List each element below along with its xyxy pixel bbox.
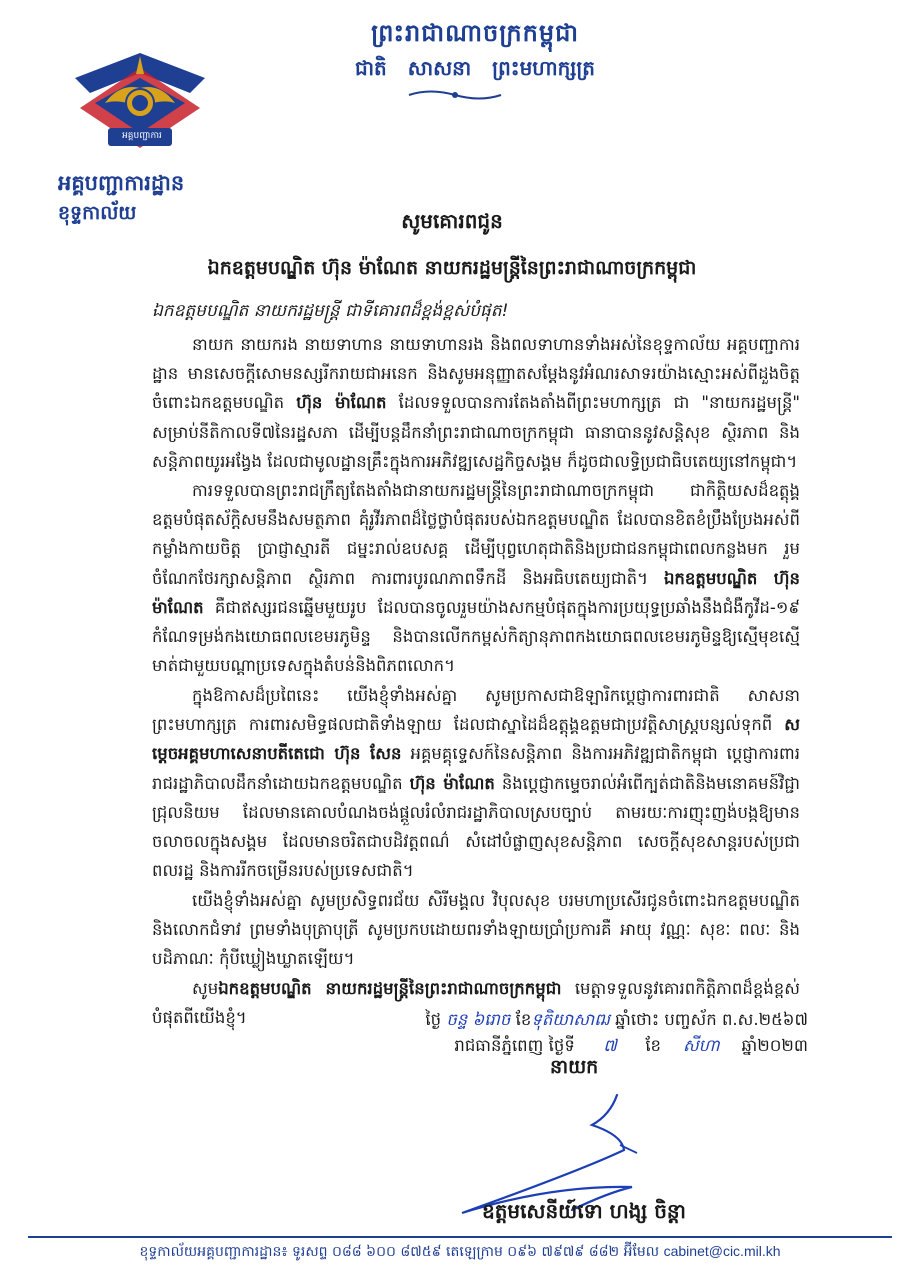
p4-text: យើងខ្ញុំទាំងអស់គ្នា សូមប្រសិទ្ធពរជ័យ សិរីមង្គល វិបុលសុខ បរមហាប្រសើរជូនចំពោះឯកឧត្តមបណ្ឌិត និងលោកជំទាវ ព្រមទាំងបុត្រាបុត្រី សូមប្រកបដោយពរទាំងឡាយប្រាំប្រការគឺ អាយុ វណ្ណៈ សុខៈ ពលៈ និងបដិភាណៈ កុំបីឃ្លៀងឃ្លាតឡើយ។ [152, 891, 800, 969]
p2-text-a: ការទទួលបានព្រះរាជក្រឹត្យតែងតាំងជានាយករដ្ឋមន្ត្រីនៃព្រះរាជាណាចក្រកម្ពុជា ជាកិត្តិយសដ៏ឧត្តុង្គឧត្តមបំផុតស័ក្តិសមនឹងសមត្ថភាព គុំរូវីរភាពដ៏ថ្លៃថ្លាបំផុតរបស់ឯកឧត្តមបណ្ឌិត ដែលបានខិតខំប្រឹងប្រែងអស់ពីកម្លាំងកាយចិត្ត ប្រាជ្ញាស្មារតី ជម្នះរាល់ឧបសគ្គ ដើម្បីបុព្វហេតុជាតិនិងប្រជាជនកម្ពុជាពេលកន្លងមក រួមចំណែកថែរក្សាសន្តិភាព ស្ថិរភាព ការពារបូរណភាពទឹកដី និងអធិបតេយ្យជាតិ។ [152, 481, 800, 588]
p2-text-b: គឺជាឥស្សរជនឆ្នើមមួយរូប ដែលបានចូលរួមយ៉ាងសកម្មបំផុតក្នុងការប្រយុទ្ធប្រឆាំងនឹងជំងឺកូវីដ-១៩ កំណែទម្រង់កងយោធពលខេមរភូមិន្ទ និងបានលើកកម្ពស់កិត្យានុភាពកងយោធពលខេមរភូមិន្ទឱ្យស្មើមុខស្មើមាត់ជាមួយបណ្តាប្រទេសក្នុងតំបន់និងពិភពលោក។ [152, 597, 800, 676]
signer-name: ឧត្តមសេនីយ៍ទោ ហង្ស ចិន្តា [482, 1199, 686, 1223]
lunar-date: ៦រោច [472, 1010, 511, 1029]
paragraph-4 [152, 886, 800, 974]
p5-text-b: មេត្តាទទួលនូវគោរពកិត្តិភាពដ៏ខ្ពង់ខ្ពស់បំផុតពីយើងខ្ញុំ។ [152, 979, 800, 1028]
p3-name-2: ហ៊ុន ម៉ាណែត [409, 773, 495, 793]
ornament-divider [405, 88, 505, 102]
p3-text-a: ក្នុងឱកាសដ៏ប្រពៃនេះ យើងខ្ញុំទាំងអស់គ្នា សូមប្រកាសជាឱឡារិកប្តេជ្ញាការពារជាតិ សាសនា ព្រះមហាក្សត្រ ការពារសមិទ្ធផលជាតិទាំងឡាយ ដែលជាស្នាដៃដ៏ឧត្តុង្គឧត្តមជាប្រវត្តិសាស្ត្របន្សល់ទុកពី [152, 686, 800, 735]
lunar-day: ចន្ទ [446, 1010, 468, 1029]
lunar-month: ទុតិយាសាឍ [531, 1010, 610, 1029]
p1-name: ហ៊ុន ម៉ាណែត [296, 393, 387, 413]
p1-text-b: ដែលទទួលបានការតែងតាំងពីព្រះមហាក្សត្រ ជា "នាយករដ្ឋមន្ត្រី" សម្រាប់នីតិកាលទី៧នៃរដ្ឋសភា ដើម្បីបន្តដឹកនាំព្រះរាជាណាចក្រកម្ពុជា ធានាបាននូវសន្តិសុខ ស្ថិរភាព និងសន្តិភាពយូរអង្វែង ដែលជាមូលដ្ឋានគ្រឹះក្នុងការអភិវឌ្ឍសេដ្ឋកិច្ចសង្គម ក៏ដូចជាលទ្ធិប្រជាធិបតេយ្យនៅកម្ពុជា។ [152, 393, 801, 471]
p1-text-a: នាយក នាយករង នាយទាហាន នាយទាហានរង និងពលទាហានទាំងអស់នៃខុទ្ទកាល័យ អគ្គបញ្ជាការដ្ឋាន មានសេចក្តីសោមនស្សរីករាយជាអនេក និងសូមអនុញ្ញាតសម្តែងនូវអំណរសាទរយ៉ាងស្មោះអស់ពីដួងចិត្តចំពោះឯកឧត្តមបណ្ឌិត [152, 335, 800, 413]
p5-name: ឯកឧត្តមបណ្ឌិត នាយករដ្ឋមន្ត្រីនៃព្រះរាជាណាចក្រកម្ពុជា [218, 979, 562, 998]
recipient-line: ឯកឧត្តមបណ្ឌិត ហ៊ុន ម៉ាណែត នាយករដ្ឋមន្ត្រីនៃព្រះរាជាណាចក្រកម្ពុជា [207, 257, 697, 279]
lunar-date-line [368, 1010, 808, 1034]
department-name: អគ្គបញ្ជាការដ្ឋាន [58, 171, 185, 195]
p5-text-a: សូម [192, 979, 219, 998]
solar-day: ៧ [603, 1036, 617, 1055]
emblem-ribbon-text: អគ្គបញ្ជាការ [122, 131, 162, 141]
department-office: ខុទ្ទកាល័យ [58, 202, 137, 224]
kingdom-header [280, 18, 670, 85]
address-line: ឯកឧត្តមបណ្ឌិត នាយករដ្ឋមន្ត្រី ជាទីគោរពដ៏ខ្ពង់ខ្ពស់បំផុត! [152, 301, 509, 321]
paragraph-3 [152, 681, 800, 886]
lunar-year: ឆ្នាំថោះ បញ្ចស័ក ព.ស.២៥៦៧ [615, 1010, 808, 1029]
lunar-month-prefix: ខែ [515, 1010, 532, 1029]
military-emblem-logo [60, 48, 220, 168]
solar-month-prefix: ខែ [645, 1036, 662, 1055]
letter-body [152, 330, 800, 1032]
footer-divider [28, 1236, 892, 1238]
p3-name-1: សម្តេចអគ្គមហាសេនាបតីតេជោ ហ៊ុន សែន [152, 715, 801, 764]
p2-name: ឯកឧត្តមបណ្ឌិត ហ៊ុន ម៉ាណែត [152, 568, 800, 617]
national-motto: ជាតិ សាសនា ព្រះមហាក្សត្រ [355, 56, 595, 80]
solar-month: សីហា [682, 1036, 720, 1055]
signer-title: នាយក [550, 1056, 599, 1078]
salutation: សូមគោរពជូន [401, 209, 503, 233]
paragraph-2 [152, 476, 800, 681]
p3-text-c: និងប្តេជ្ញាកម្ទេចរាល់អំពើក្បត់ជាតិនិងមនោគមន៍វិជ្ជាជ្រុលនិយម ដែលមានគោលបំណងចង់ផ្តួលរំលំរាជរដ្ឋាភិបាលស្របច្បាប់ តាមរយៈការញុះញង់បង្កឱ្យមានចលាចលក្នុងសង្គម ដែលមានចរិតជាបដិវត្តពណ៌ សំដៅបំផ្លាញសុខសន្តិភាព សេចក្តីសុខសាន្តរបស់ប្រជាពលរដ្ឋ និងការរីកចម្រើនរបស់ប្រទេសជាតិ។ [152, 773, 800, 881]
footer-email[interactable]: cabinet@cic.mil.kh [663, 1243, 781, 1259]
solar-prefix: រាជធានីភ្នំពេញ ថ្ងៃទី [454, 1036, 575, 1055]
footer-contact-text: ខុទ្ទកាល័យអគ្គបញ្ជាការដ្ឋាន៖ ទូរសព្ទ ០៨៨ ៦០០ ៨៧៥៩ តេឡេក្រាម ០៩៦ ៧៩៧៩ ៨៨២ អ៊ីមែល [139, 1244, 660, 1260]
footer-contact [28, 1242, 892, 1263]
paragraph-1 [152, 330, 800, 476]
kingdom-title: ព្រះរាជាណាចក្រកម្ពុជា [371, 19, 579, 47]
lunar-prefix: ថ្ងៃ [425, 1010, 442, 1029]
solar-year: ឆ្នាំ២០២៣ [741, 1036, 808, 1055]
p3-text-b: អគ្គមគ្គុទ្ទេសក៍នៃសន្តិភាព និងការអភិវឌ្ឍជាតិកម្ពុជា ប្តេជ្ញាការពាររាជរដ្ឋាភិបាលដឹកនាំដោយឯកឧត្តមបណ្ឌិត [152, 744, 800, 793]
